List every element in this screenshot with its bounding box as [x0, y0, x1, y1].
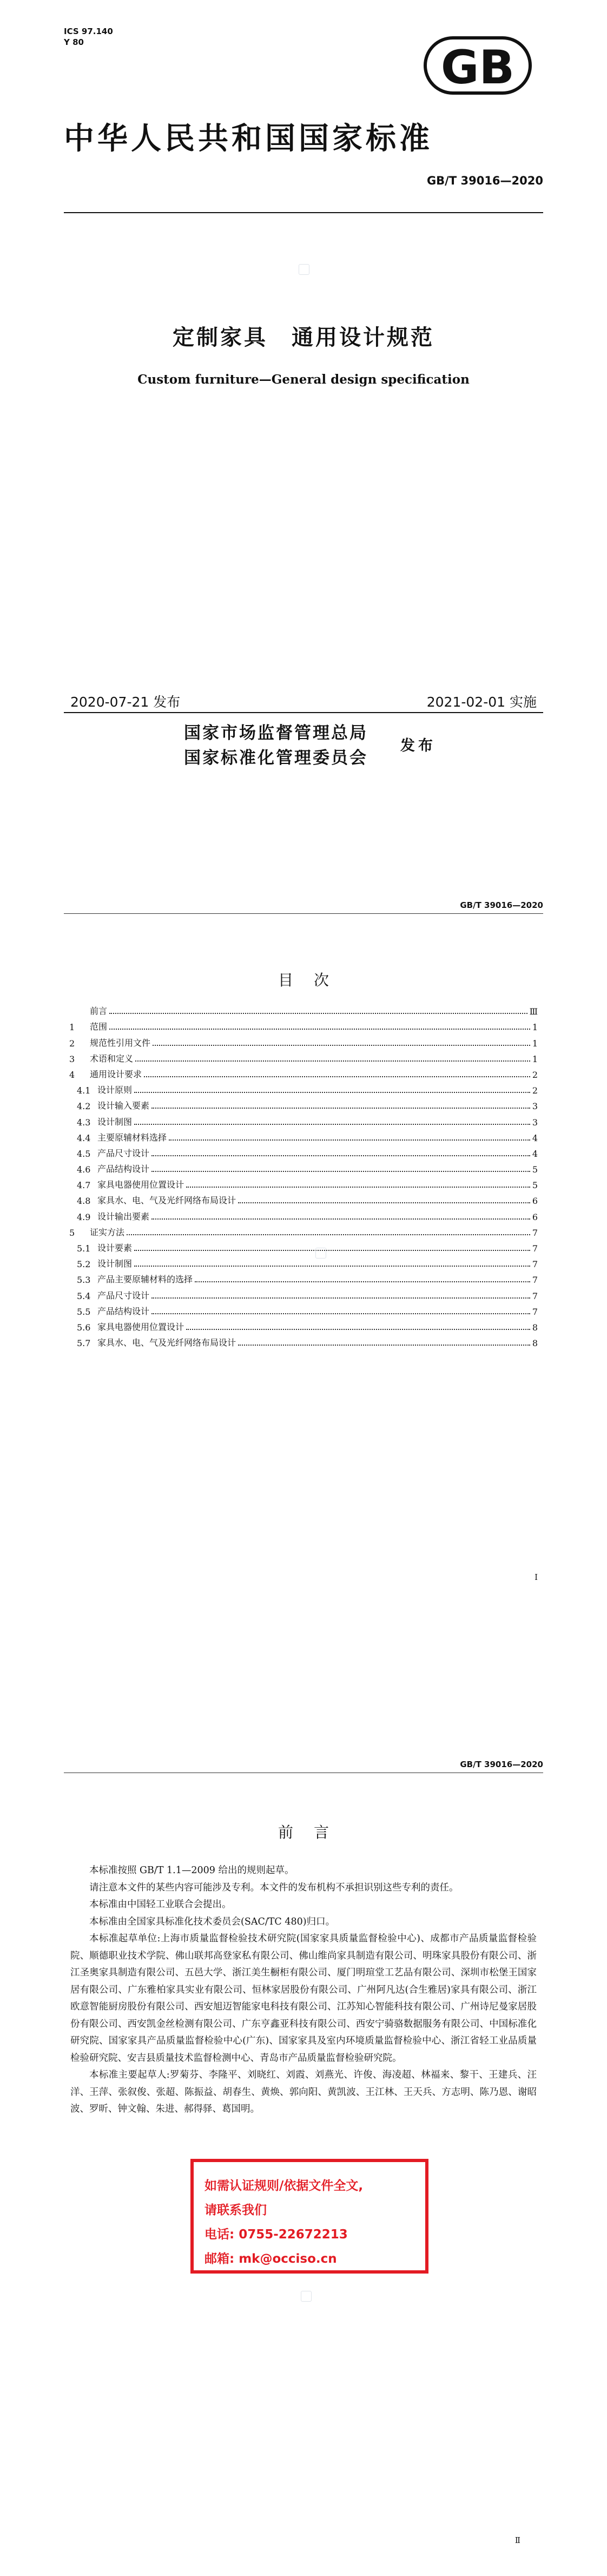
- toc-entry-title: 范围: [90, 1022, 108, 1032]
- foreword-paragraph: 本标准按照 GB/T 1.1—2009 给出的规则起草。: [89, 1865, 294, 1876]
- toc-entry-page: 2: [532, 1069, 538, 1080]
- toc-entry-page: 8: [532, 1338, 538, 1349]
- toc-entry-page: 2: [532, 1085, 538, 1096]
- foreword-paragraph: 本标准起草单位:上海市质量监督检验技术研究院(国家家具质量监督检验中心)、成都市产品质量监督检验院、顺德职业技术学院、佛山联邦高登家私有限公司、佛山维尚家具制造有限公司、明珠家具股份有限公司、浙江圣奥家具制造有限公司、五邑大学、浙江美生橱柜有限公司、厦门明瑄堂工艺品有限公司、深圳市松堡王国家居有限公司、广东雅柏家具实业有限公司、恒林家居股份有限公司、广州阿凡达(合生雅居)家具有限公司、浙江欧意智能厨房股份有限公司、西安旭迈智能家电科技有限公司、江苏知心智能科技有限公司、广州诗尼曼家居股份有限公司、西安凯金丝检测有限公司、广东亨鑫亚科技有限公司、西安宁骑骆数据服务有限公司、中国标准化研究院、国家家具产品质量监督检验中心(广东)、国家家具及室内环境质量监督检验中心、浙江省轻工业品质量检验研究院、安吉县质量技术监督检测中心、青岛市产品质量监督检验研究院。: [70, 1933, 537, 2064]
- toc-entry-title: 产品尺寸设计: [97, 1290, 150, 1301]
- gb-logo: [421, 34, 535, 97]
- toc-entry-leader: [109, 1029, 530, 1030]
- toc-entry[interactable]: [69, 1017, 538, 1032]
- toc-entry-number: 5.7: [77, 1338, 91, 1349]
- toc-entry-leader: [151, 1155, 530, 1156]
- toc-entry-leader: [186, 1329, 530, 1330]
- toc-entry-title: 家具水、电、气及光纤网络布局设计: [97, 1195, 236, 1206]
- toc-entry[interactable]: [69, 1285, 538, 1301]
- toc-entry-title: 产品尺寸设计: [97, 1148, 150, 1158]
- header-rule: [64, 212, 543, 213]
- toc-entry-leader: [135, 1060, 530, 1062]
- toc-entry-title: 家具水、电、气及光纤网络布局设计: [97, 1338, 236, 1348]
- toc-entry-title: 设计原则: [97, 1085, 133, 1096]
- toc-entry[interactable]: [69, 1064, 538, 1080]
- issuer-sac: 国家标准化管理委员会: [184, 748, 368, 768]
- toc-entry[interactable]: [69, 1001, 538, 1017]
- toc-entry-number: 1: [69, 1022, 75, 1033]
- toc-entry-leader: [134, 1266, 530, 1267]
- toc-entry-page: 7: [532, 1243, 538, 1254]
- toc-entry-number: 2: [69, 1038, 75, 1049]
- implement-date: 2021-02-01 实施: [426, 694, 537, 710]
- notice-line: 请联系我们: [204, 2203, 267, 2217]
- toc-list: [69, 1001, 538, 1348]
- foreword-paragraph: 本标准主要起草人:罗菊芬、李隆平、刘晓红、刘霞、刘燕光、许俊、海凌超、林福来、黎干、王建兵、汪洋、王萍、张叙俊、张超、陈振益、胡春生、黄焕、郭向阳、黄凯波、王江林、王天兵、方志明、陈乃恩、谢昭波、罗昕、钟文翰、朱进、郝得驿、葛国明。: [70, 2070, 537, 2114]
- issuing-authorities: [184, 721, 368, 770]
- toc-entry-leader: [169, 1139, 530, 1141]
- toc-entry-leader: [238, 1202, 530, 1203]
- toc-entry[interactable]: [69, 1096, 538, 1111]
- toc-entry-title: 设计制图: [97, 1116, 133, 1127]
- toc-entry-leader: [153, 1045, 530, 1046]
- page-number: Ⅰ: [535, 1572, 538, 1582]
- foreword-paragraph: 请注意本文件的某些内容可能涉及专利。本文件的发布机构不承担识别这些专利的责任。: [89, 1882, 459, 1893]
- toc-entry[interactable]: [69, 1190, 538, 1206]
- toc-entry[interactable]: [69, 1032, 538, 1048]
- toc-entry[interactable]: [69, 1111, 538, 1127]
- toc-entry-page: 1: [532, 1053, 538, 1064]
- toc-entry[interactable]: [69, 1301, 538, 1317]
- standard-number: GB/T 39016—2020: [426, 174, 543, 187]
- toc-entry[interactable]: [69, 1254, 538, 1269]
- toc-entry-page: 4: [532, 1132, 538, 1143]
- toc-entry-page: 5: [532, 1180, 538, 1191]
- toc-entry-page: 6: [532, 1196, 538, 1207]
- issuer-suffix: 发布: [400, 737, 436, 754]
- toc-entry[interactable]: [69, 1080, 538, 1096]
- toc-entry[interactable]: [69, 1159, 538, 1175]
- toc-entry-number: 5.1: [77, 1243, 91, 1254]
- toc-entry-title: 家具电器使用位置设计: [97, 1180, 184, 1190]
- toc-entry-title: 术语和定义: [90, 1053, 134, 1064]
- toc-entry-number: 5.4: [77, 1290, 91, 1301]
- toc-entry-number: 5.3: [77, 1275, 91, 1286]
- contact-notice-box: [190, 2159, 428, 2274]
- classification-codes: [64, 26, 113, 48]
- watermark-icon: [299, 264, 309, 275]
- ics-code: ICS 97.140: [64, 27, 113, 36]
- toc-entry[interactable]: [69, 1206, 538, 1222]
- toc-entry-leader: [195, 1281, 530, 1282]
- notice-phone: 电话: 0755-22672213: [204, 2228, 348, 2242]
- toc-entry-number: 4.8: [77, 1196, 91, 1207]
- toc-entry-number: 4: [69, 1069, 75, 1080]
- toc-entry-page: 3: [532, 1101, 538, 1112]
- notice-line: 如需认证规则/依据文件全文,: [204, 2179, 364, 2193]
- gb-logo-text: GB: [440, 41, 515, 95]
- page-header-rule: [64, 913, 543, 914]
- toc-entry-title: 产品结构设计: [97, 1306, 150, 1316]
- toc-entry-page: 5: [532, 1164, 538, 1175]
- ccs-code: Y 80: [64, 37, 84, 47]
- toc-entry-page: 3: [532, 1117, 538, 1128]
- toc-entry-title: 前言: [90, 1006, 108, 1017]
- toc-entry-page: 7: [532, 1227, 538, 1238]
- toc-entry-leader: [186, 1187, 530, 1188]
- toc-entry-number: 5.6: [77, 1322, 91, 1333]
- toc-entry-page: Ⅲ: [529, 1006, 538, 1017]
- footer-rule: [64, 712, 543, 713]
- toc-entry-page: 8: [532, 1322, 538, 1333]
- toc-entry-leader: [238, 1345, 530, 1346]
- toc-entry-leader: [151, 1171, 530, 1172]
- toc-entry-number: 4.7: [77, 1180, 91, 1191]
- toc-entry-number: 4.2: [77, 1101, 91, 1112]
- watermark-icon: [301, 2291, 312, 2302]
- toc-entry-title: 设计要素: [97, 1243, 133, 1253]
- toc-entry-number: 4.9: [77, 1211, 91, 1222]
- toc-entry[interactable]: [69, 1317, 538, 1333]
- foreword-body: [70, 1862, 537, 2118]
- publish-date: 2020-07-21 发布: [70, 694, 181, 710]
- toc-entry-leader: [134, 1124, 530, 1125]
- foreword-title: 前言: [278, 1823, 349, 1841]
- foreword-paragraph: 本标准由全国家具标准化技术委员会(SAC/TC 480)归口。: [89, 1916, 335, 1927]
- toc-entry-number: 5.2: [77, 1259, 91, 1270]
- foreword-page: [0, 1731, 607, 2576]
- toc-entry-number: 5: [69, 1227, 75, 1238]
- toc-entry-leader: [134, 1092, 530, 1093]
- toc-title: 目次: [278, 971, 349, 989]
- toc-entry[interactable]: [69, 1175, 538, 1190]
- toc-entry-number: 4.6: [77, 1164, 91, 1175]
- notice-email: 邮箱: mk@occiso.cn: [204, 2252, 337, 2266]
- page-header-number: GB/T 39016—2020: [460, 1760, 543, 1769]
- toc-entry-title: 产品结构设计: [97, 1164, 150, 1175]
- standard-type-title: 中华人民共和国国家标准: [64, 121, 433, 156]
- toc-page: [0, 866, 607, 1731]
- document-title-en: Custom furniture—General design specification: [137, 372, 470, 387]
- toc-entry-title: 设计输入要素: [97, 1101, 150, 1111]
- toc-entry-leader: [151, 1313, 530, 1314]
- toc-entry-page: 7: [532, 1306, 538, 1317]
- page-number: Ⅱ: [514, 2535, 520, 2545]
- toc-entry-title: 主要原辅材料选择: [97, 1132, 167, 1143]
- toc-entry-title: 通用设计要求: [90, 1069, 142, 1079]
- toc-entry-page: 1: [532, 1022, 538, 1033]
- toc-entry-number: 4.5: [77, 1148, 91, 1159]
- toc-entry-page: 4: [532, 1148, 538, 1159]
- toc-entry-leader: [151, 1218, 530, 1220]
- toc-entry-leader: [151, 1297, 530, 1299]
- toc-entry-leader: [127, 1234, 530, 1235]
- document-title-cn: 定制家具 通用设计规范: [173, 325, 434, 350]
- toc-entry[interactable]: [69, 1128, 538, 1143]
- toc-entry-title: 家具电器使用位置设计: [97, 1321, 184, 1332]
- toc-entry[interactable]: [69, 1269, 538, 1285]
- toc-entry-number: 3: [69, 1053, 75, 1064]
- foreword-paragraph: 本标准由中国轻工业联合会提出。: [89, 1899, 232, 1910]
- toc-entry-title: 设计输出要素: [97, 1211, 150, 1222]
- toc-entry-title: 设计制图: [97, 1259, 133, 1269]
- toc-entry-page: 6: [532, 1211, 538, 1222]
- watermark-icon: [315, 1248, 326, 1259]
- toc-entry-number: 4.4: [77, 1132, 91, 1143]
- toc-entry[interactable]: [69, 1143, 538, 1159]
- toc-entry-number: 4.1: [77, 1085, 91, 1096]
- page-header-number: GB/T 39016—2020: [460, 900, 543, 910]
- toc-entry-leader: [151, 1108, 530, 1109]
- toc-entry[interactable]: [69, 1049, 538, 1064]
- toc-entry-leader: [144, 1076, 530, 1077]
- toc-entry-page: 7: [532, 1275, 538, 1286]
- toc-entry[interactable]: [69, 1333, 538, 1348]
- toc-entry-page: 7: [532, 1259, 538, 1270]
- toc-entry-title: 产品主要原辅材料的选择: [97, 1274, 193, 1285]
- issuer-samr: 国家市场监督管理总局: [184, 723, 368, 743]
- toc-entry-page: 1: [532, 1038, 538, 1049]
- toc-entry[interactable]: [69, 1238, 538, 1254]
- toc-entry-number: 4.3: [77, 1117, 91, 1128]
- toc-entry-title: 证实方法: [90, 1227, 125, 1237]
- toc-entry-leader: [134, 1250, 530, 1251]
- toc-entry-leader: [109, 1013, 527, 1014]
- toc-entry-page: 7: [532, 1290, 538, 1301]
- toc-entry-title: 规范性引用文件: [90, 1037, 151, 1048]
- toc-entry[interactable]: [69, 1222, 538, 1238]
- cover-page: [0, 0, 607, 866]
- toc-entry-number: 5.5: [77, 1306, 91, 1317]
